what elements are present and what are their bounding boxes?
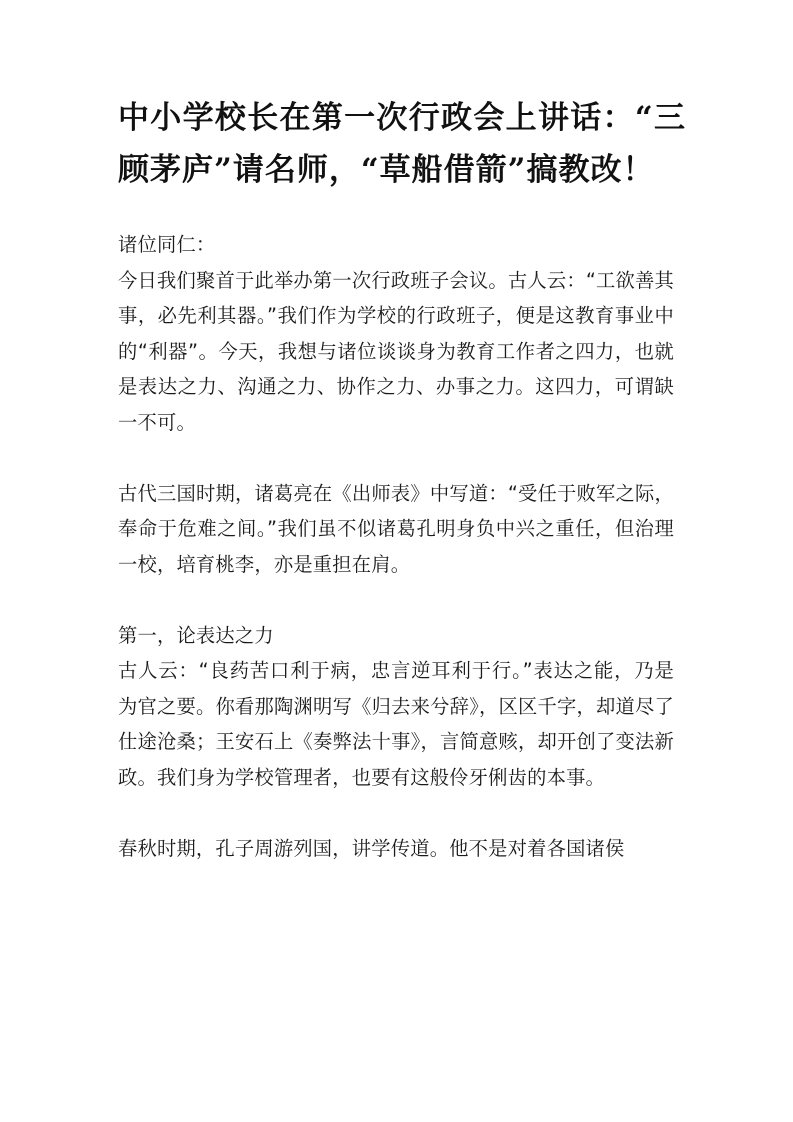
paragraph-three-kingdoms: 古代三国时期，诸葛亮在《出师表》中写道：“受任于败军之际，奉命于危难之间。”我们虽不似诸葛孔明身负中兴之重任，但治理一校，培育桃李，亦是重担在肩。 bbox=[118, 481, 674, 576]
paragraph-gap bbox=[118, 440, 674, 476]
salutation: 诸位同仁： bbox=[118, 233, 216, 256]
paragraph-intro: 今日我们聚首于此举办第一次行政班子会议。古人云：“工欲善其事，必先利其器。”我们作为学校的行政班子，便是这教育事业中的“利器”。今天，我想与诸位谈谈身为教育工作者之四力，也就是表达之力、沟通之力、协作之力、办事之力。这四力，可谓缺一不可。 bbox=[118, 268, 674, 434]
paragraph-gap bbox=[118, 795, 674, 831]
paragraph-confucius: 春秋时期，孔子周游列国，讲学传道。他不是对着各国诸侯 bbox=[118, 836, 625, 860]
paragraph-expression: 古人云：“良药苦口利于病，忠言逆耳利于行。”表达之能，乃是为官之要。你看那陶渊明写《归去来兮辞》，区区千字，却道尽了仕途沧桑；王安石上《奏弊法十事》，言简意赅，却开创了变法新政。我们身为学校管理者，也要有这般伶牙俐齿的本事。 bbox=[118, 659, 674, 789]
document-body bbox=[118, 227, 674, 866]
paragraph-gap bbox=[118, 582, 674, 618]
document-title: 中小学校长在第一次行政会上讲话：“三顾茅庐”请名师，“草船借箭”搞教改！ bbox=[118, 100, 686, 188]
section-heading: 第一，论表达之力 bbox=[118, 623, 274, 647]
